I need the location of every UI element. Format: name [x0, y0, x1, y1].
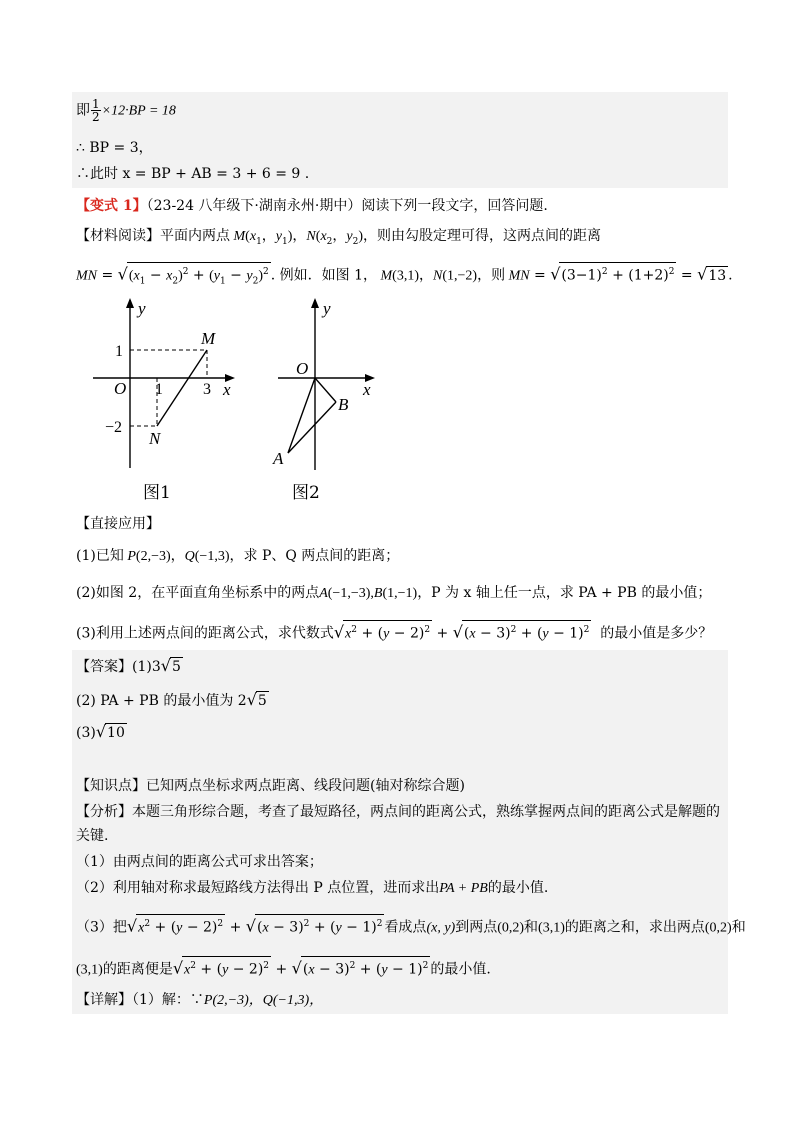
analysis-step-1-text: （1）由两点间的距离公式可求出答案； [76, 854, 323, 870]
answer-label: 【答案】 [76, 659, 132, 675]
analysis-step-3-g: (3,1) [538, 920, 565, 936]
question-2-suffix: ，P 为 x 轴上任一点，求 PA + PB 的最小值； [417, 585, 712, 601]
solution-line-3 [76, 164, 309, 184]
knowledge-text: 已知两点坐标求两点距离、线段问题(轴对称综合题) [146, 778, 465, 794]
material-text-1: 平面内两点 [160, 228, 230, 244]
variant-tag: 【变式 1】 [76, 198, 147, 214]
question-1: (1)已知 P(2,−3)，Q(−1,3)，求 P、Q 两点间的距离； [76, 548, 400, 564]
fig1-y-label: y [138, 299, 146, 318]
fig2-y-label: y [323, 299, 331, 318]
material-label: 【材料阅读】 [76, 228, 160, 244]
analysis-step-1 [76, 852, 323, 872]
answer-2-radicand: 5 [257, 693, 267, 709]
fig1-point-m: M [201, 329, 216, 348]
analysis-line-1 [76, 802, 720, 822]
answer-3-text: (3) [76, 725, 96, 741]
fig1-x-tick-1: 1 [155, 381, 163, 398]
answer-1-radicand: 5 [171, 659, 181, 675]
fig1-x-label: x [223, 380, 231, 399]
fig2-x-label: x [363, 380, 371, 399]
material-line-1: 【材料阅读】平面内两点 $M(x_1$，$y_1$)，$N(x_2$，$y_2$)，则由勾股定理可得，这两点间的距离 [76, 228, 602, 247]
figure-2 [270, 298, 390, 478]
application-heading [76, 514, 160, 534]
fig1-y-tick-1: 1 [115, 343, 123, 360]
material-end: . [728, 267, 733, 284]
analysis-text-2: 关键. [76, 828, 109, 844]
analysis-step-3-c: (x, y) [426, 920, 456, 936]
analysis-step-3-i: (0,2) [704, 920, 732, 936]
question-1-suffix: ，求 P、Q 两点间的距离； [229, 548, 400, 564]
variant-heading [76, 196, 548, 216]
analysis-line-2 [76, 826, 108, 846]
fig2-point-b: B [338, 395, 349, 414]
material-example-text: . 例如．如图 1， [270, 267, 377, 284]
solution-line-2 [76, 138, 153, 158]
answer-3-radicand: 10 [107, 725, 125, 741]
detail-text: （1）解：∵ [132, 992, 204, 1008]
analysis-step-2-b: PA + PB [439, 881, 488, 896]
fig1-y-tick-neg2: −2 [105, 419, 123, 436]
distance-formula: MN [76, 268, 97, 284]
answer-1-text: (1)3 [132, 659, 161, 675]
question-3: (3)利用上述两点间的距离公式，求代数式$√x^2 + (y - 2)^2 + √(x - 3)^2 + (y - 1)^2$ 的最小值是多少？ [76, 620, 712, 644]
solution-line-1-prefix: 即 [76, 102, 90, 119]
answer-2-text: (2) PA + PB 的最小值为 2 [76, 693, 247, 709]
analysis-step-3-h: 的距离之和，求出两点 [564, 919, 705, 936]
fig2-point-a: A [273, 449, 284, 468]
analysis-step-2 [76, 878, 548, 899]
question-3-suffix: 的最小值是多少？ [600, 625, 713, 642]
fraction-half: $\frac{1}{2}$ [92, 97, 100, 124]
answer-line-2: (2) PA + PB 的最小值为 2√5 [76, 690, 267, 709]
question-3-prefix: (3)利用上述两点间的距离公式，求代数式 [76, 625, 334, 642]
fig1-origin-label: O [114, 379, 127, 398]
analysis-step-3-a: （3）把 [76, 919, 127, 936]
solution-line-1 [76, 98, 176, 123]
material-line-2: MN = $√(x_1 - x_2)^2 + (y_1 - y_2)^2$ . 例如．如图 1， M(3,1)，N(1,−2)，则 MN = $√(3-1)^2 + (1+2)^2 = √13$ . [76, 262, 733, 290]
answer-line-1: 【答案】(1)3√5 [76, 656, 181, 675]
figure-1-caption: 图1 [143, 483, 171, 503]
question-1-prefix: (1)已知 [76, 548, 124, 564]
question-2: (2)如图 2，在平面直角坐标系中的两点A(−1,−3),B(1,−1)，P 为 x 轴上任一点，求 PA + PB 的最小值； [76, 585, 712, 601]
analysis-step-3-f: 和 [524, 919, 539, 936]
detail-line [76, 990, 323, 1011]
fig1-x-tick-3: 3 [203, 381, 211, 398]
analysis-step-4-a: (3,1) [76, 962, 103, 978]
analysis-text-1: 本题三角形综合题，考查了最短路径，两点间的距离公式，熟练掌握两点间的距离公式是解题的 [132, 804, 720, 820]
analysis-label: 【分析】 [76, 804, 132, 820]
point-m-formula: M [230, 229, 246, 244]
question-2-prefix: (2)如图 2，在平面直角坐标系中的两点 [76, 585, 320, 601]
solution-line-1-rest: ×12·BP = 18 [101, 103, 176, 119]
analysis-step-2-a: （2）利用轴对称求最短路线方法得出 P 点位置，进而求出 [76, 880, 440, 896]
analysis-step-3-j: 和 [731, 919, 746, 936]
analysis-step-4-b: 的距离便是 [102, 961, 173, 978]
analysis-step-4-c: 的最小值. [430, 961, 491, 978]
analysis-step-3: （3）把$√x^2 + (y - 2)^2 + √(x - 3)^2 + (y - 1)^2$ 看成点(x, y)到两点(0,2)和(3,1)的距离之和，求出两点(0,2)和 [76, 914, 746, 939]
figure-1 [85, 298, 245, 478]
answer-line-3: (3)√10 [76, 722, 125, 741]
solution-line-3-text: ∴此时 x = BP + AB = 3 + 6 = 9 . [76, 166, 310, 182]
variant-source: （23-24 八年级下·湖南永州·期中）阅读下列一段文字，回答问题. [146, 198, 548, 214]
analysis-step-4: (3,1)的距离便是$√x^2 + (y - 2)^2 + √(x - 3)^2 + (y - 1)^2$ 的最小值. [76, 956, 491, 981]
material-then-text: ，则 [477, 267, 506, 284]
knowledge-line [76, 776, 465, 796]
fig1-point-n: N [149, 429, 161, 448]
detail-points: P(2,−3)，Q(−1,3)， [203, 993, 324, 1008]
fig2-origin-label: O [296, 359, 309, 378]
solution-line-2-text: ∴ BP = 3， [76, 140, 153, 156]
application-label: 【直接应用】 [76, 516, 160, 532]
analysis-step-3-b: 看成点 [384, 919, 427, 936]
knowledge-label: 【知识点】 [76, 778, 146, 794]
analysis-step-3-e: (0,2) [497, 920, 525, 936]
analysis-step-3-d: 到两点 [455, 919, 498, 936]
analysis-step-2-c: 的最小值. [487, 880, 549, 896]
material-text-2: ，则由勾股定理可得，这两点间的距离 [363, 228, 602, 244]
detail-label: 【详解】 [76, 992, 132, 1008]
figure-2-caption: 图2 [292, 483, 320, 503]
